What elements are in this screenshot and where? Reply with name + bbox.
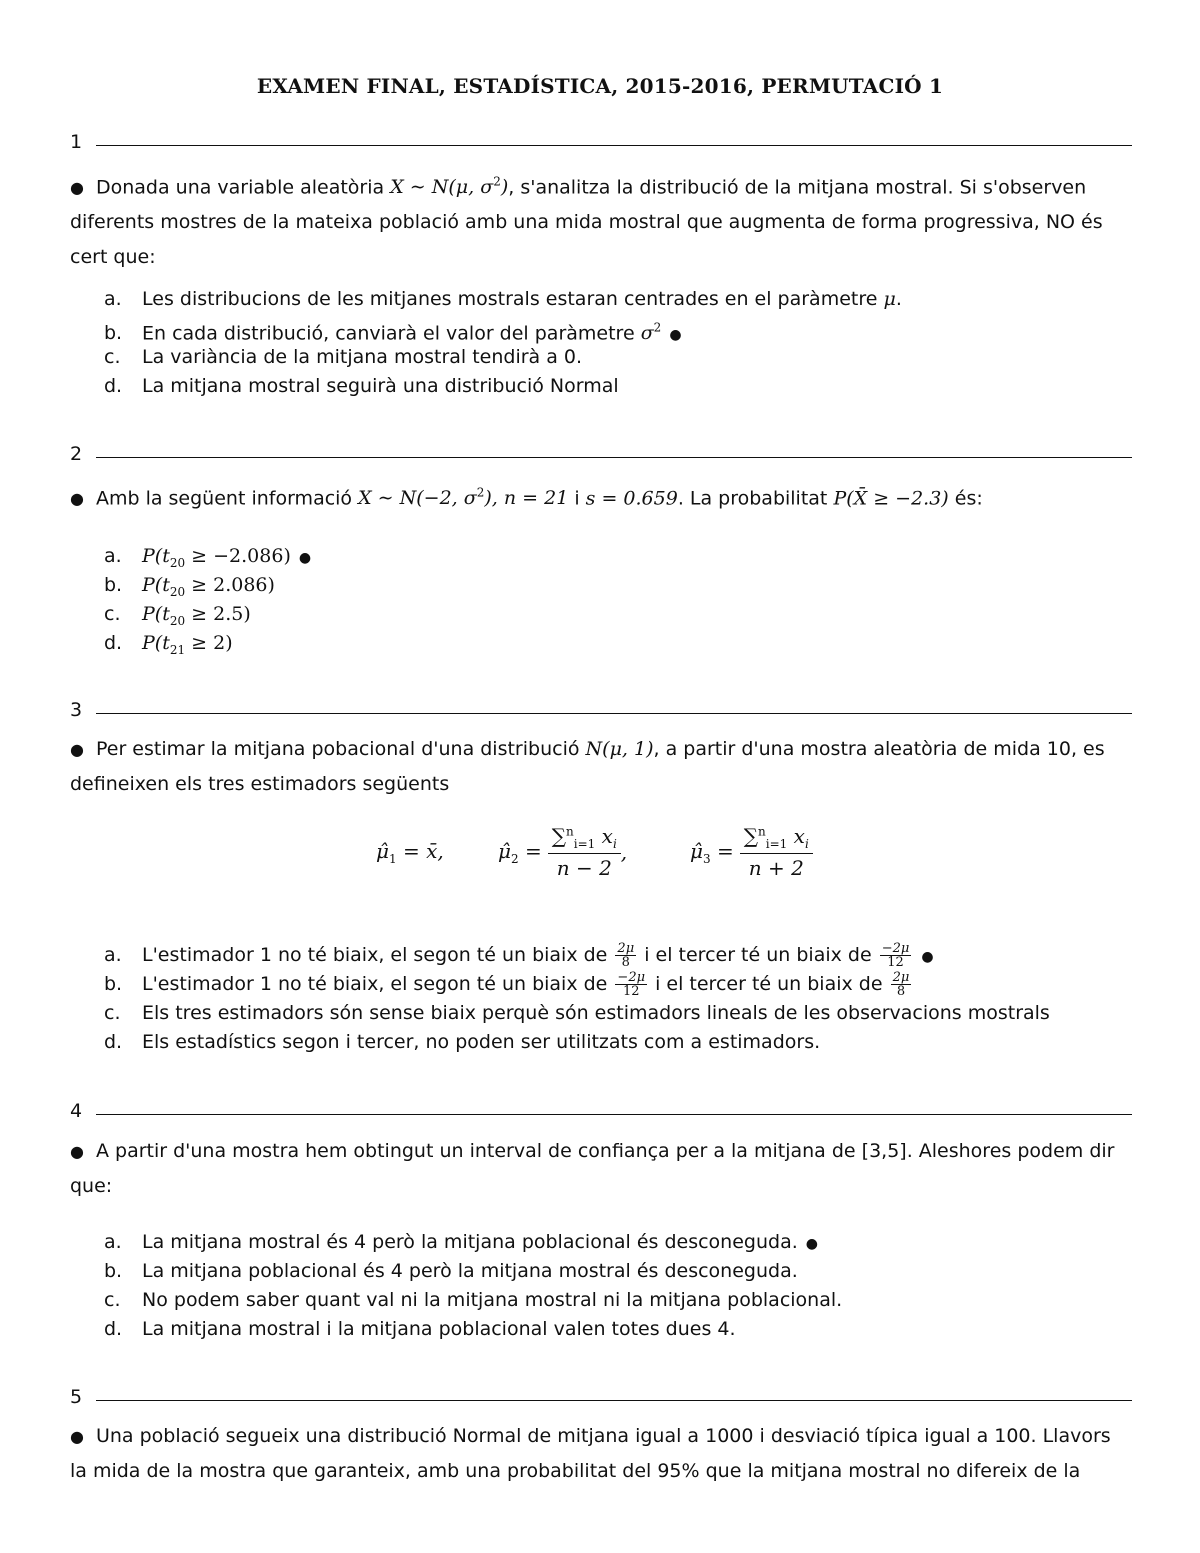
bullet-icon: ● [70,178,84,198]
q1-stem-a: Donada una variable aleatòria [95,176,385,199]
option-b[interactable]: b. $P(t_{20} \ge 2.086)$ [104,574,275,599]
option-c[interactable]: c. La variància de la mitjana mostral tendirà a 0. [104,346,583,368]
divider [96,145,1132,146]
q1-formula: X ∼ N(μ, $\sigma^2$) [390,175,509,199]
question-1-separator [70,131,1132,155]
question-3-separator [70,699,1132,723]
correct-answer-dot-icon: ● [921,949,934,965]
question-4-stem: ● A partir d'una mostra hem obtingut un interval de confiança per a la mitjana de [3,5]. Aleshores podem dir que: [70,1140,1115,1197]
option-a[interactable]: a. La mitjana mostral és 4 però la mitjana poblacional és desconeguda. ● [104,1231,818,1253]
option-c[interactable]: c. $P(t_{20} \ge 2.5)$ [104,603,251,628]
estimators-formula [0,820,1200,884]
option-b[interactable]: b. La mitjana poblacional és 4 però la mitjana mostral és desconeguda. [104,1260,798,1282]
divider [96,1400,1132,1401]
bullet-icon: ● [70,740,84,759]
correct-answer-dot-icon: ● [805,1236,818,1252]
bullet-icon: ● [70,1142,84,1161]
question-2-stem: ● Amb la següent informació X ∼ N(−2, $\sigma^2$), n = 21 i s = 0.659. La probabilitat P(X̄ ≥ −2.3) és: [70,486,983,510]
question-number: 4 [70,1100,83,1122]
option-a[interactable]: a. $P(t_{20} \ge -2.086)$ ● [104,545,312,570]
option-b[interactable]: b. En cada distribució, canviarà el valor del paràmetre $\sigma^2$ ● [104,321,682,345]
question-number: 2 [70,443,83,465]
question-number: 1 [70,131,83,153]
question-4-separator [70,1100,1132,1124]
option-d[interactable]: d. La mitjana mostral i la mitjana poblacional valen totes dues 4. [104,1318,736,1340]
question-5-stem: ● Una població segueix una distribució Normal de mitjana igual a 1000 i desviació típica igual a 100. Llavors la mida de la mostra que garanteix, amb una probabilitat del 95% que la mitjana mostral no difereix de la [70,1425,1111,1482]
question-1-options [104,285,1104,401]
estimator-1: $\mû_1$ = x̄, [376,838,444,866]
option-a[interactable]: a. Les distribucions de les mitjanes mostrals estaran centrades en el paràmetre μ. [104,288,902,310]
question-2-options [104,542,1104,658]
option-c[interactable]: c. Els tres estimadors són sense biaix perquè són estimadors lineals de les observacions mostrals [104,1002,1050,1024]
question-3-stem: ● Per estimar la mitjana pobacional d'una distribució N(μ, 1), a partir d'una mostra aleatòria de mida 10, es defineixen els tres estimadors següents [70,738,1105,795]
question-1-stem [70,165,1132,275]
question-2-separator [70,443,1132,467]
option-d[interactable]: d. Els estadístics segon i tercer, no poden ser utilitzats com a estimadors. [104,1031,821,1053]
divider [96,1114,1132,1115]
correct-answer-dot-icon: ● [298,550,312,566]
question-4-options [104,1228,1104,1344]
exam-title: EXAMEN FINAL, ESTADÍSTICA, 2015-2016, PERMUTACIÓ 1 [256,74,944,98]
divider [96,713,1132,714]
estimator-3: $\mû_3$ = $\frac{\sum^n_{i=1} x_i}{n + 2}$ [690,820,813,884]
divider [96,457,1132,458]
option-d[interactable]: d. La mitjana mostral seguirà una distribució Normal [104,375,619,397]
option-d[interactable]: d. $P(t_{21} \ge 2)$ [104,632,233,657]
option-b[interactable]: b. L'estimador 1 no té biaix, el segon té un biaix de $\frac{-2\mu}{12}$ i el tercer té un biaix de $\frac{2\mu}{8}$ [104,970,910,999]
question-number: 3 [70,699,83,721]
q1-stem-b: , s'analitza la distribució de la mitjana mostral. Si s'observen diferents mostres de la mateixa població amb una mida mostral que augmenta de forma progressiva, NO és cert que: [70,176,1103,269]
option-a[interactable]: a. L'estimador 1 no té biaix, el segon té un biaix de $\frac{2\mu}{8}$ i el tercer té un biaix de $\frac{-2\mu}{12}$ ● [104,941,934,970]
option-c[interactable]: c. No podem saber quant val ni la mitjana mostral ni la mitjana poblacional. [104,1289,843,1311]
question-number: 5 [70,1386,83,1408]
bullet-icon: ● [70,1427,84,1446]
correct-answer-dot-icon: ● [669,327,682,344]
bullet-icon: ● [70,489,84,509]
question-3-options [104,941,1104,1057]
estimator-2: $\mû_2$ = $\frac{\sum^n_{i=1} x_i}{n - 2}$ , [498,824,628,880]
question-5-separator [70,1386,1132,1410]
